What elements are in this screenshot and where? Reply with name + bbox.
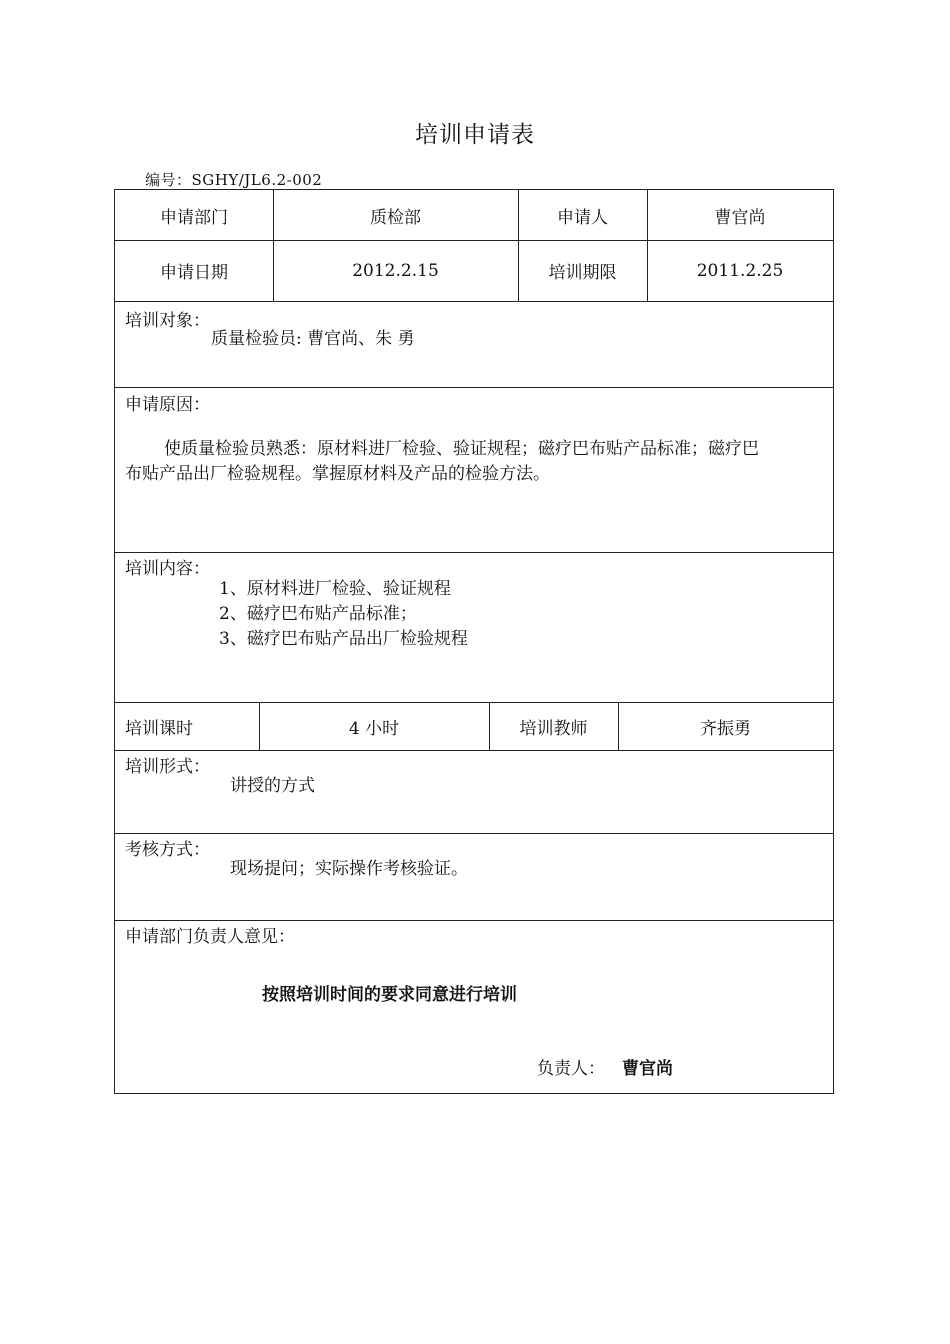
signer-label: 负责人：: [537, 1059, 605, 1079]
applicant-label: 申请人: [557, 207, 608, 228]
training-application-form: [114, 189, 834, 1094]
reason-text-line2: 布贴产品出厂检验规程。掌握原材料及产品的检验方法。: [125, 464, 550, 484]
signer-name: 曹官尚: [622, 1059, 673, 1079]
divider: [115, 387, 833, 388]
divider: [489, 702, 490, 750]
period-label: 培训期限: [548, 263, 617, 283]
hours-value: 4 小时: [348, 718, 400, 739]
assessment-label: 考核方式：: [125, 840, 210, 860]
target-label: 培训对象：: [125, 311, 210, 331]
document-number: 编号：SGHY/JL6.2-002: [145, 171, 323, 189]
content-item: 3、磁疗巴布贴产品出厂检验规程: [219, 629, 468, 649]
opinion-value: 按照培训时间的要求同意进行培训: [262, 985, 517, 1005]
content-label: 培训内容：: [125, 559, 210, 579]
reason-label: 申请原因：: [125, 395, 210, 415]
divider: [115, 833, 833, 834]
target-value: 质量检验员: 曹官尚、朱 勇: [211, 329, 415, 349]
divider: [647, 190, 648, 301]
divider: [115, 552, 833, 553]
period-value: 2011.2.25: [696, 260, 784, 281]
page-title: 培训申请表: [415, 122, 535, 148]
content-item: 2、磁疗巴布贴产品标准；: [219, 604, 417, 624]
assessment-value: 现场提问；实际操作考核验证。: [230, 859, 468, 879]
reason-text-line1: 使质量检验员熟悉：原材料进厂检验、验证规程；磁疗巴布贴产品标准；磁疗巴: [164, 439, 759, 459]
form-label: 培训形式：: [125, 757, 210, 777]
opinion-label: 申请部门负责人意见：: [125, 927, 295, 947]
content-item: 1、原材料进厂检验、验证规程: [219, 579, 451, 599]
teacher-label: 培训教师: [519, 718, 588, 739]
divider: [115, 301, 833, 302]
divider: [115, 750, 833, 751]
hours-label: 培训课时: [125, 718, 193, 739]
teacher-value: 齐振勇: [700, 718, 751, 739]
divider: [518, 190, 519, 301]
date-label: 申请日期: [160, 263, 228, 283]
dept-value: 质检部: [370, 207, 421, 228]
divider: [618, 702, 619, 750]
form-value: 讲授的方式: [230, 776, 315, 796]
dept-label: 申请部门: [160, 207, 228, 228]
divider: [115, 920, 833, 921]
divider: [273, 190, 274, 301]
divider: [259, 702, 260, 750]
date-value: 2012.2.15: [352, 260, 439, 281]
applicant-value: 曹官尚: [714, 207, 766, 228]
